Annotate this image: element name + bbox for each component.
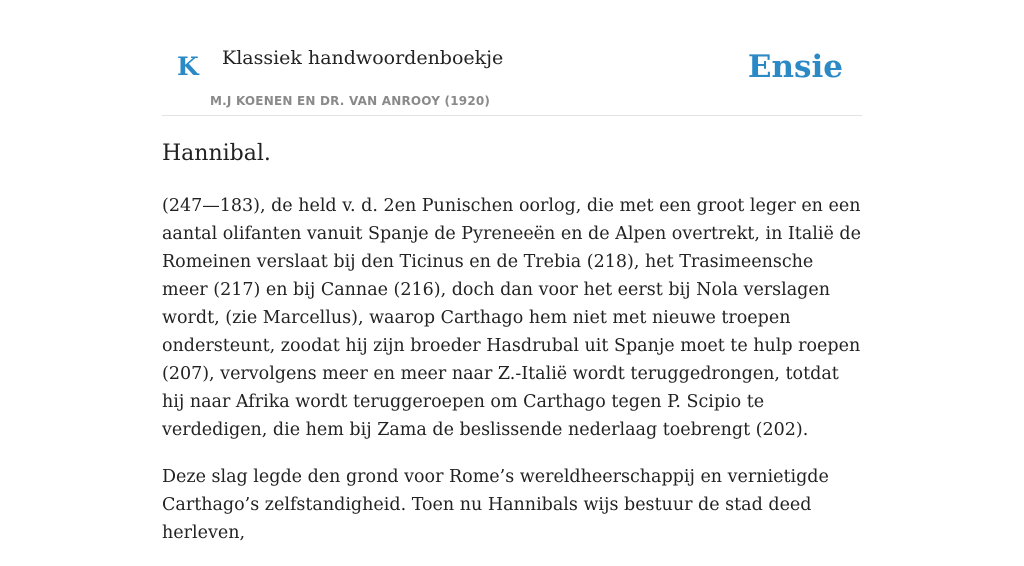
- entry-body: [162, 192, 862, 566]
- entry-title: Hannibal.: [162, 141, 271, 166]
- book-author-year: M.J KOENEN EN DR. VAN ANROOY (1920): [210, 94, 491, 108]
- entry-paragraph: Deze slag legde den grond voor Rome’s wereldheerschappij en vernietigde Carthago’s zelfstandigheid. Toen nu Hannibals wijs bestuur de stad deed herleven,: [162, 467, 829, 543]
- entry-paragraph: (247—183), de held v. d. 2en Punischen oorlog, die met een groot leger en een aantal olifanten vanuit Spanje de Pyreneeën en de Alpen overtrekt, in Italië de Romeinen verslaat bij den Ticinus en de Trebia (218), het Trasimeensche meer (217) en bij Cannae (216), doch dan voor het eerst bij Nola verslagen wordt, (zie Marcellus), waarop Carthago hem niet met nieuwe troepen ondersteunt, zoodat hij zijn broeder Hasdrubal uit Spanje moet te hulp roepen (207), vervolgens meer en meer naar Z.-Italië wordt teruggedrongen, totdat hij naar Afrika wordt teruggeroepen om Carthago tegen P. Scipio te verdedigen, die hem bij Zama de beslissende nederlaag toebrengt (202).: [162, 196, 861, 440]
- book-header: [162, 40, 862, 116]
- book-logo-icon[interactable]: K: [177, 52, 199, 81]
- book-title-link[interactable]: Klassiek handwoordenboekje: [222, 47, 504, 69]
- ensie-logo-link[interactable]: Ensie: [747, 49, 843, 85]
